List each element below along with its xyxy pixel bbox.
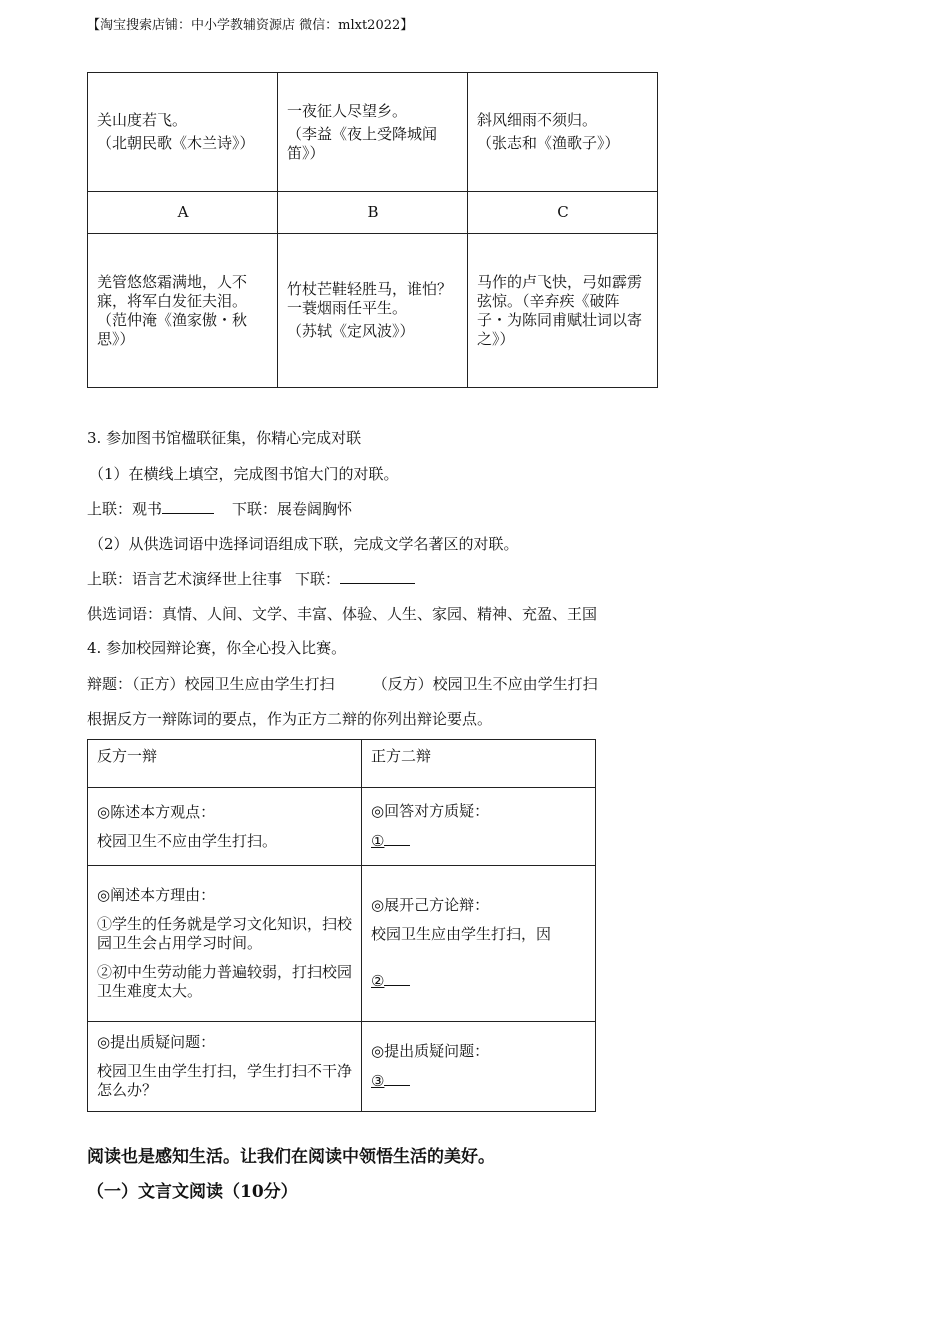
aff-answer-cell	[362, 788, 596, 866]
label-b: B	[278, 192, 468, 234]
poem-cell-b	[278, 73, 468, 192]
aff-argument-blank[interactable]: ②	[371, 971, 587, 991]
poem-line: 关山度若飞。	[97, 111, 188, 129]
poem-cell-d	[88, 234, 278, 388]
q3-title: 3. 参加图书馆楹联征集，你精心完成对联	[87, 429, 362, 447]
aff-question-blank[interactable]: ③	[371, 1071, 587, 1091]
aff-question-cell	[362, 1022, 596, 1112]
opp-question-text: 校园卫生由学生打扫，学生打扫不干净怎么办？	[97, 1062, 353, 1099]
poem-source: （张志和《渔歌子》）	[477, 134, 620, 152]
poem-source: （苏轼《定风波》）	[287, 322, 415, 340]
aff-answer-title: ◎回答对方质疑：	[371, 802, 490, 820]
poem-source: （北朝民歌《木兰诗》）	[97, 134, 255, 152]
couplet1-down: 下联：展卷阔胸怀	[232, 500, 353, 518]
aff-argument-cell	[362, 866, 596, 1022]
poem-source: （李益《夜上受降城闻笛》）	[287, 124, 438, 162]
opp-viewpoint-cell	[88, 788, 362, 866]
q3-part1: （1）在横线上填空，完成图书馆大门的对联。	[89, 465, 399, 483]
q4-title: 4. 参加校园辩论赛，你全心投入比赛。	[87, 639, 347, 657]
couplet1-blank[interactable]	[162, 499, 214, 514]
opp-reason-1: ①学生的任务就是学习文化知识，扫校园卫生会占用学习时间。	[97, 915, 353, 952]
head-affirmative: 正方二辩	[362, 740, 596, 788]
couplet2-blank[interactable]	[340, 569, 415, 584]
label-a: A	[88, 192, 278, 234]
poem-line: 一夜征人尽望乡。	[287, 101, 408, 120]
aff-argument-text: 校园卫生应由学生打扫，因	[371, 925, 552, 943]
opp-reasons-title: ◎阐述本方理由：	[97, 886, 216, 904]
poem-cell-a	[88, 73, 278, 192]
opp-reason-2: ②初中生劳动能力普遍较弱，打扫校园卫生难度太大。	[97, 963, 353, 1000]
label-c: C	[468, 192, 658, 234]
couplet1	[87, 498, 352, 519]
poem-table	[87, 72, 658, 388]
reading-section-title: （一）文言文阅读（10分）	[87, 1182, 298, 1202]
q3-part2: （2）从供选词语中选择词语组成下联，完成文学名著区的对联。	[89, 535, 519, 553]
debate-instruction: 根据反方一辩陈词的要点，作为正方二辩的你列出辩论要点。	[87, 710, 493, 728]
couplet1-up: 上联：观书	[87, 500, 163, 518]
poem-text: 羌管悠悠霜满地，人不寐，将军白发征夫泪。（范仲淹《渔家傲・秋思》）	[97, 272, 248, 348]
word-options: 供选词语：真情、人间、文学、丰富、体验、人生、家园、精神、充盈、王国	[87, 605, 598, 623]
aff-question-title: ◎提出质疑问题：	[371, 1042, 490, 1060]
reading-intro: 阅读也是感知生活。让我们在阅读中领悟生活的美好。	[87, 1147, 495, 1167]
opp-reasons-cell	[88, 866, 362, 1022]
couplet2-down: 下联：	[295, 570, 341, 588]
debate-table	[87, 739, 596, 1112]
couplet2	[87, 568, 415, 589]
opp-viewpoint-title: ◎陈述本方观点：	[97, 802, 216, 821]
poem-text: 马作的卢飞快，弓如霹雳弦惊。（辛弃疾《破阵子・为陈同甫赋壮词以寄之》）	[477, 272, 643, 348]
couplet2-up: 上联：语言艺术演绎世上往事	[87, 570, 283, 588]
opp-question-title: ◎提出质疑问题：	[97, 1033, 216, 1051]
poem-line: 竹杖芒鞋轻胜马，谁怕？一蓑烟雨任平生。	[287, 280, 453, 317]
poem-line: 斜风细雨不须归。	[477, 111, 598, 129]
poem-cell-e	[278, 234, 468, 388]
debate-topic: 辩题：（正方）校园卫生应由学生打扫 （反方）校园卫生不应由学生打扫	[87, 675, 598, 693]
aff-answer-blank[interactable]: ①	[371, 831, 587, 851]
opp-question-cell	[88, 1022, 362, 1112]
poem-cell-c	[468, 73, 658, 192]
opp-viewpoint-text: 校园卫生不应由学生打扫。	[97, 831, 278, 850]
poem-cell-f	[468, 234, 658, 388]
head-opposition: 反方一辩	[88, 740, 362, 788]
aff-argument-title: ◎展开己方论辩：	[371, 896, 490, 914]
page-header: 【淘宝搜索店铺：中小学教辅资源店 微信：mlxt2022】	[87, 18, 414, 33]
